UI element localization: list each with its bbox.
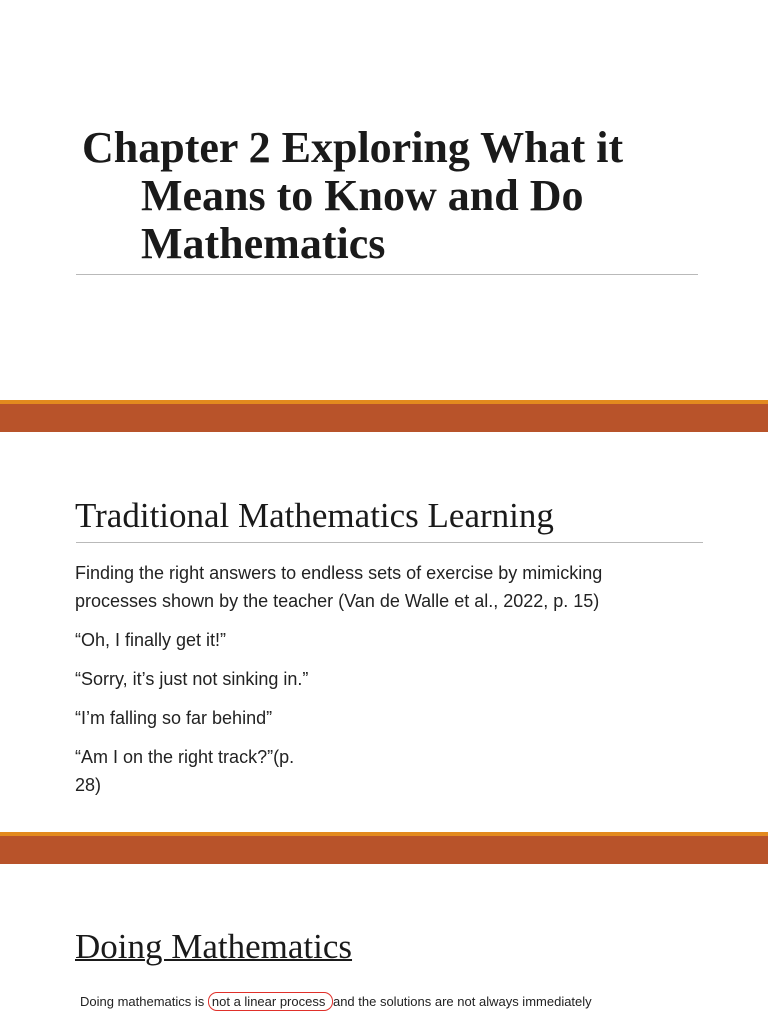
title-line-3: Mathematics (141, 219, 386, 268)
slide-separator-band (0, 832, 768, 864)
body-paragraph: “Am I on the right track?”(p. 28) (75, 747, 295, 795)
body-paragraph: “I’m falling so far behind” (75, 708, 273, 728)
title-divider (76, 542, 703, 543)
slide-1 (0, 0, 768, 400)
slide-separator-band (0, 400, 768, 432)
body-text: Doing mathematics is (80, 994, 208, 1009)
slide-3-body (80, 992, 740, 1012)
body-paragraph: Finding the right answers to endless sets of exercise by mimicking processes shown by the teacher (Van de Walle et al., 2022, p. 15) (75, 563, 603, 611)
body-paragraph: “Oh, I finally get it!” (75, 630, 227, 650)
slide-2-title: Traditional Mathematics Learning (75, 496, 554, 535)
title-divider (76, 274, 698, 275)
slide-2-body (75, 559, 635, 810)
body-text: and the solutions are not always immediately (332, 994, 592, 1009)
circled-annotation: not a linear process (208, 992, 333, 1011)
slide-1-title (82, 124, 702, 268)
slide-3-title: Doing Mathematics (75, 927, 353, 966)
body-paragraph: “Sorry, it’s just not sinking in.” (75, 669, 309, 689)
title-line-2: Means to Know and Do (141, 171, 584, 220)
title-line-1: Chapter 2 Exploring What it (82, 123, 624, 172)
